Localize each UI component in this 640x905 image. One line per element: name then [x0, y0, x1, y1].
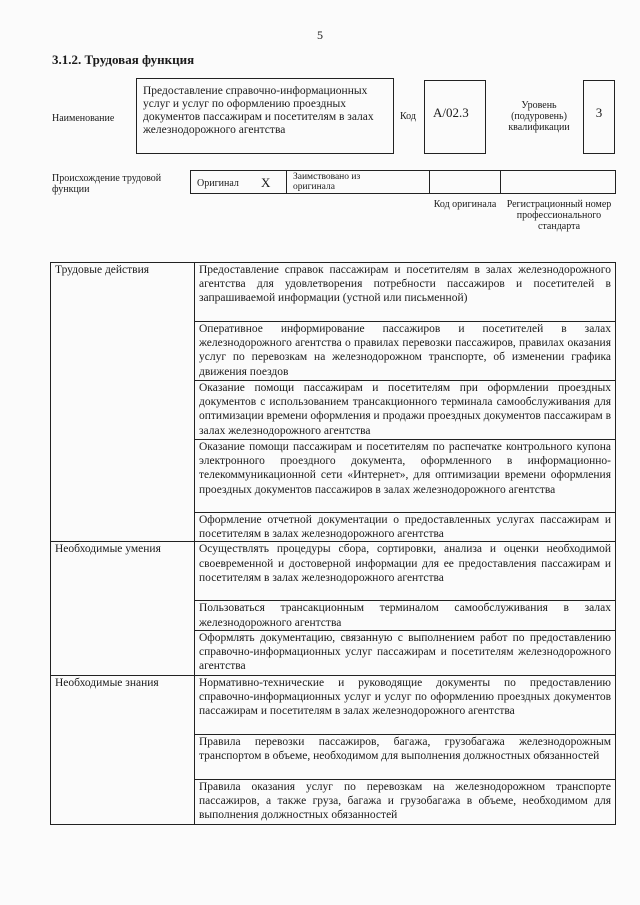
name-label: Наименование	[52, 113, 115, 124]
code-value: А/02.3	[424, 80, 486, 154]
reg-number-caption: Регистрационный номер профессионального стандарта	[506, 199, 612, 232]
original-label: Оригинал	[197, 178, 239, 189]
borrowed-label: Заимствовано из оригинала	[293, 172, 361, 192]
item-cell: Оформлять документацию, связанную с выполнением работ по предоставлению справочно-информационных услуг пассажирам и посетителям железнодорожного агентства	[195, 630, 616, 675]
table-row	[51, 263, 616, 322]
origin-code-caption: Код оригинала	[433, 199, 497, 210]
borrowed-cell	[286, 170, 430, 194]
item-cell: Правила перевозки пассажиров, багажа, грузобагажа железнодорожным транспортом в объеме, необходимом для выполнения должностных обязанностей	[195, 734, 616, 779]
code-label: Код	[400, 111, 416, 122]
category-cell: Трудовые действия	[51, 263, 195, 542]
reg-number-cell	[500, 170, 616, 194]
original-cell	[190, 170, 287, 194]
original-mark: X	[261, 175, 271, 190]
level-value: 3	[583, 80, 615, 154]
item-cell: Нормативно-технические и руководящие документы по предоставлению справочно-информационных услуг и услуг по оформлению проездных документов пассажирам и посетителям в залах железнодорожного агентства	[195, 675, 616, 734]
section-title: 3.1.2. Трудовая функция	[52, 52, 195, 67]
item-cell: Оформление отчетной документации о предоставленных услугах пассажирам и посетителям в залах железнодорожного агентства	[195, 513, 616, 542]
table-row	[51, 675, 616, 734]
category-cell: Необходимые знания	[51, 675, 195, 824]
item-cell: Правила оказания услуг по перевозкам на железнодорожном транспорте пассажиров, а также груза, багажа и грузобагажа в объеме, необходимом для выполнения должностных обязанностей	[195, 779, 616, 824]
function-name: Предоставление справочно-информационных услуг и услуг по оформлению проездных документов пассажирам и посетителям в залах железнодорожного агентства	[136, 78, 394, 154]
function-table	[50, 262, 616, 825]
item-cell: Оказание помощи пассажирам и посетителям при оформлении проездных документов с использованием трансакционного терминала самообслуживания для оптимизации времени оформления и продажи проездных документов пассажирам в залах железнодорожного агентства	[195, 381, 616, 440]
category-cell: Необходимые умения	[51, 542, 195, 675]
item-cell: Пользоваться трансакционным терминалом самообслуживания в залах железнодорожного агентства	[195, 601, 616, 630]
item-cell: Оказание помощи пассажирам и посетителям по распечатке контрольного купона электронного проездного документа, оформленного в информационно-телекоммуникационной сети «Интернет», для оптимизации времени оформления проездных документов пассажиров в залах железнодорожного агентства	[195, 440, 616, 513]
item-cell: Оперативное информирование пассажиров и посетителей в залах железнодорожного агентства о правилах перевозки пассажиров, правилах оказания услуг по перевозкам на железнодорожном транспорте, об изменении графика движения поездов	[195, 322, 616, 381]
page-number: 5	[317, 28, 323, 42]
table-row	[51, 542, 616, 601]
origin-label: Происхождение трудовой функции	[52, 173, 162, 195]
level-label: Уровень (подуровень) квалификации	[508, 100, 570, 133]
origin-code-cell	[429, 170, 501, 194]
item-cell: Осуществлять процедуры сбора, сортировки, анализа и оценки необходимой своевременной и достоверной информации для ее предоставления пассажирам и посетителям в залах железнодорожного агентства	[195, 542, 616, 601]
item-cell: Предоставление справок пассажирам и посетителям в залах железнодорожного агентства для удовлетворения потребности пассажиров и посетителей в запрашиваемой информации (устной или письменной)	[195, 263, 616, 322]
